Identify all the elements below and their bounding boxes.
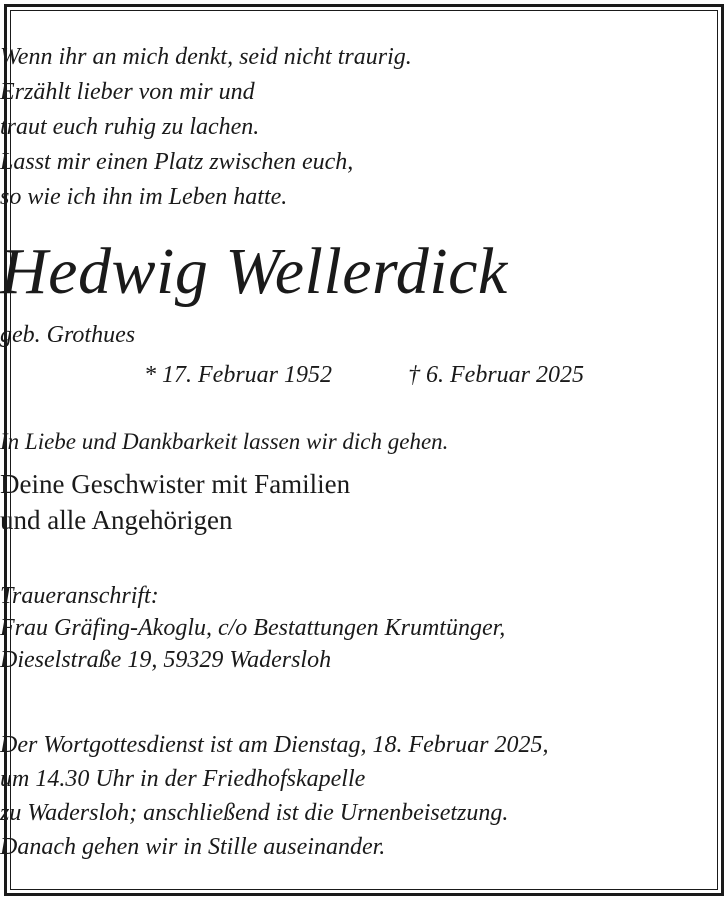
- service-line-1: Der Wortgottesdienst ist am Dienstag, 18. Februar 2025,: [0, 732, 549, 758]
- death-date: † 6. Februar 2025: [408, 362, 584, 388]
- funeral-service-info: [0, 728, 728, 864]
- service-line-4: Danach gehen wir in Stille auseinander.: [0, 834, 386, 860]
- address-recipient: Frau Gräfing-Akoglu, c/o Bestattungen Krumtünger,: [0, 615, 506, 641]
- maiden-name: geb. Grothues: [0, 322, 136, 348]
- poem-line-1: Wenn ihr an mich denkt, seid nicht traurig.: [0, 44, 412, 70]
- poem-line-3: traut euch ruhig zu lachen.: [0, 114, 260, 140]
- deceased-name: Hedwig Wellerdick: [0, 235, 508, 308]
- poem-line-5: so wie ich ihn im Leben hatte.: [0, 184, 288, 210]
- service-line-3: zu Wadersloh; anschließend ist die Urnenbeisetzung.: [0, 800, 509, 826]
- mourning-address: [0, 580, 728, 676]
- birth-date: * 17. Februar 1952: [144, 362, 332, 388]
- memorial-poem: [0, 40, 728, 215]
- mourners-block: [0, 466, 728, 538]
- address-label: Traueranschrift:: [0, 583, 159, 609]
- poem-line-2: Erzählt lieber von mir und: [0, 79, 255, 105]
- address-street-city: Dieselstraße 19, 59329 Wadersloh: [0, 647, 332, 673]
- mourners-line-1: Deine Geschwister mit Familien: [0, 469, 351, 499]
- mourners-line-2: und alle Angehörigen: [0, 505, 233, 535]
- life-dates: [0, 358, 728, 392]
- service-line-2: um 14.30 Uhr in der Friedhofskapelle: [0, 766, 366, 792]
- farewell-line: In Liebe und Dankbarkeit lassen wir dich gehen.: [0, 429, 449, 454]
- poem-line-4: Lasst mir einen Platz zwischen euch,: [0, 149, 354, 175]
